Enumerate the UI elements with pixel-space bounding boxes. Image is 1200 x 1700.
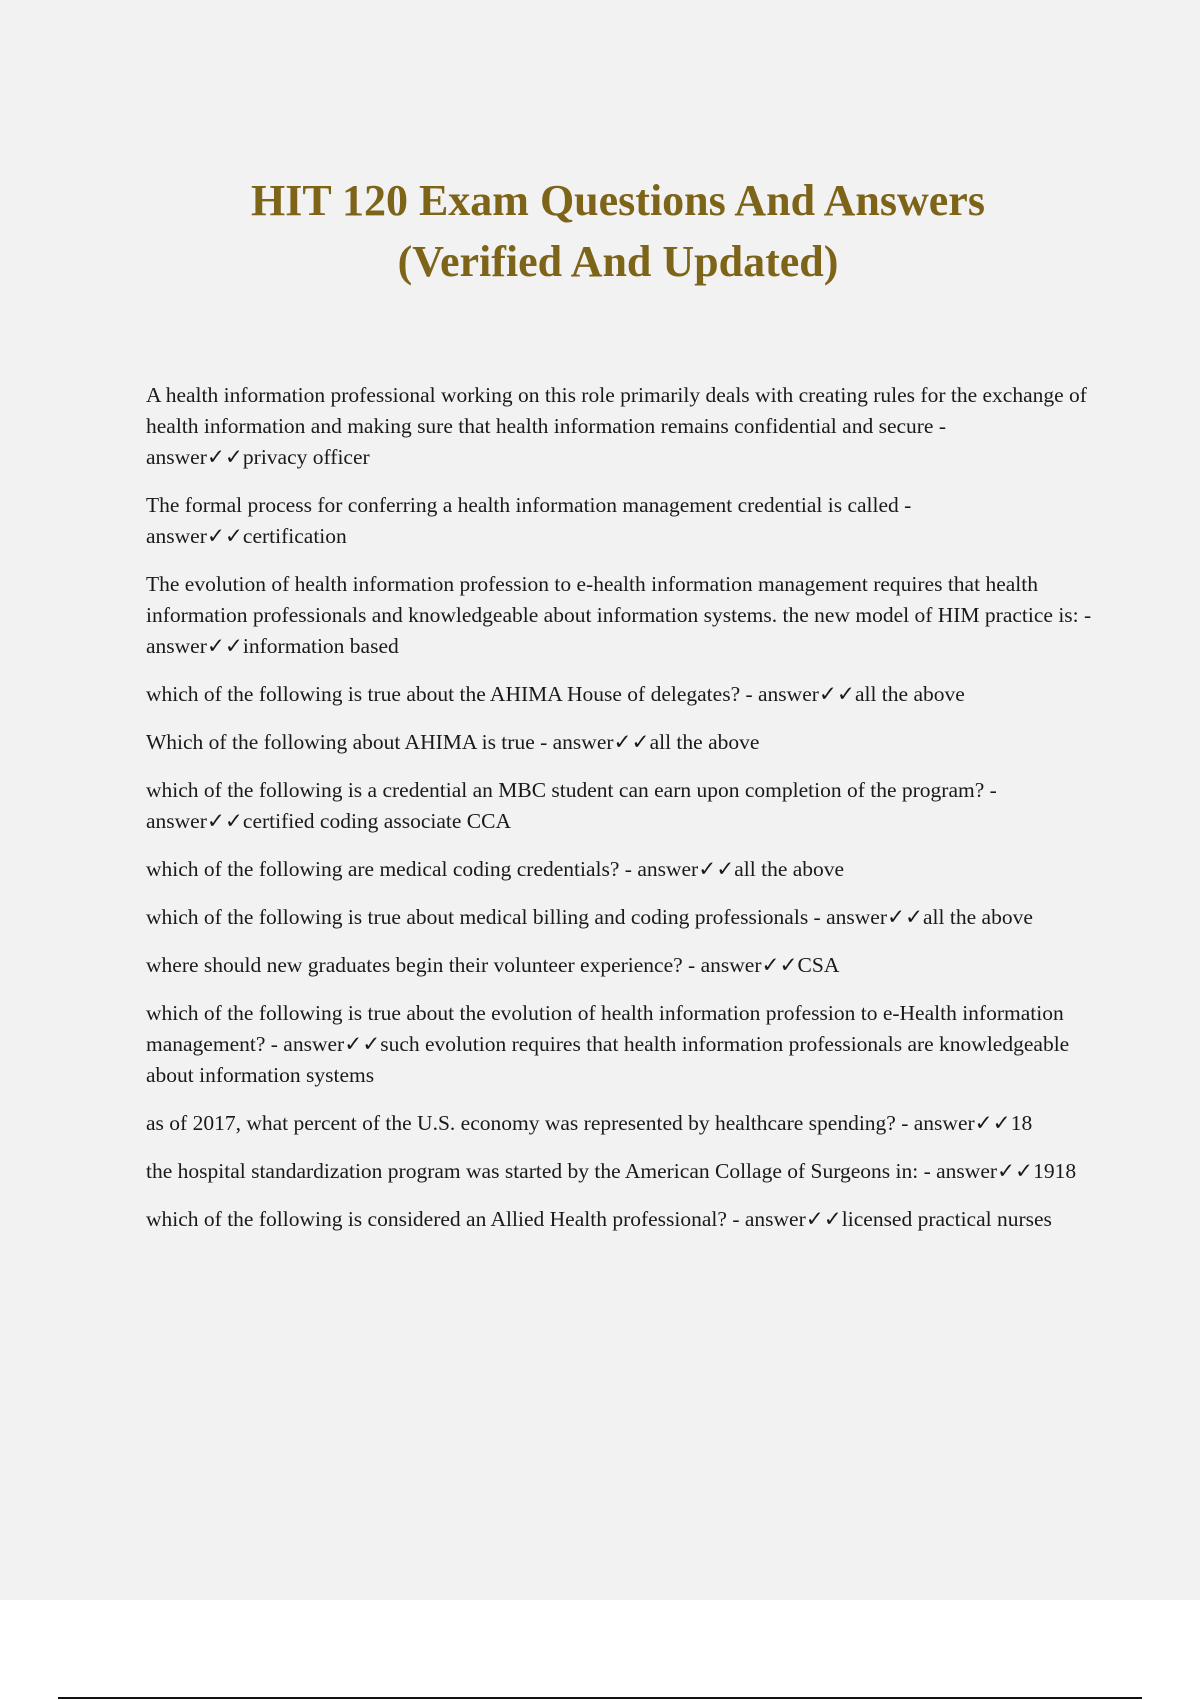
question-text: which of the following is true about the AHIMA House of delegates? - answer [146, 682, 819, 706]
answer-text: all the above [734, 857, 845, 881]
answer-text: certified coding associate CCA [242, 809, 511, 833]
question-text: The evolution of health information profession to e-health information management requires that health information professionals and knowledgeable about information systems. the new model of HIM practice is: - answer [146, 572, 1092, 658]
answer-text: CSA [797, 953, 840, 977]
footer-rule [58, 1697, 1142, 1699]
qa-item [146, 380, 1096, 473]
qa-item [146, 950, 1096, 981]
qa-item [146, 775, 1096, 837]
question-text: Which of the following about AHIMA is true - answer [146, 730, 614, 754]
qa-item [146, 1204, 1096, 1235]
question-text: which of the following are medical coding credentials? - answer [146, 857, 699, 881]
answer-text: licensed practical nurses [841, 1207, 1052, 1231]
answer-text: 18 [1010, 1111, 1033, 1135]
qa-item [146, 679, 1096, 710]
answer-text: all the above [649, 730, 760, 754]
question-text: which of the following is considered an Allied Health professional? - answer [146, 1207, 806, 1231]
answer-text: information based [242, 634, 399, 658]
double-check-icon: ✓✓ [206, 809, 243, 833]
question-text: which of the following is true about the evolution of health information profession to e-Health information management? - answer [146, 1001, 1064, 1056]
question-text: A health information professional working on this role primarily deals with creating rules for the exchange of health information and making sure that health information remains confidential and secure - answer [146, 383, 1087, 469]
qa-item [146, 490, 1096, 552]
title-line-1: HIT 120 Exam Questions And Answers [251, 176, 985, 225]
answer-text: all the above [923, 905, 1033, 929]
qa-item [146, 998, 1096, 1091]
question-text: the hospital standardization program was started by the American Collage of Surgeons in: - answer [146, 1159, 998, 1183]
qa-item [146, 902, 1096, 933]
qa-item [146, 1156, 1096, 1187]
question-text: as of 2017, what percent of the U.S. economy was represented by healthcare spending? - answer [146, 1111, 975, 1135]
qa-item [146, 727, 1096, 758]
answer-text: such evolution requires that health information professionals are knowledgeable about information systems [146, 1032, 1070, 1087]
answer-text: privacy officer [242, 445, 370, 469]
double-check-icon: ✓✓ [206, 445, 243, 469]
qa-item [146, 569, 1096, 662]
double-check-icon: ✓✓ [974, 1111, 1011, 1135]
double-check-icon: ✓✓ [344, 1032, 381, 1056]
double-check-icon: ✓✓ [805, 1207, 842, 1231]
double-check-icon: ✓✓ [997, 1159, 1034, 1183]
qa-item [146, 854, 1096, 885]
double-check-icon: ✓✓ [698, 857, 735, 881]
double-check-icon: ✓✓ [761, 953, 798, 977]
question-text: which of the following is true about medical billing and coding professionals - answer [146, 905, 887, 929]
document-title [0, 170, 1200, 292]
double-check-icon: ✓✓ [206, 634, 243, 658]
qa-list [146, 380, 1096, 1252]
answer-text: all the above [854, 682, 965, 706]
double-check-icon: ✓✓ [206, 524, 243, 548]
question-text: which of the following is a credential an MBC student can earn upon completion of the program? - answer [146, 778, 997, 833]
question-text: The formal process for conferring a health information management credential is called - answer [146, 493, 912, 548]
double-check-icon: ✓✓ [613, 730, 650, 754]
question-text: where should new graduates begin their volunteer experience? - answer [146, 953, 762, 977]
answer-text: certification [242, 524, 347, 548]
double-check-icon: ✓✓ [886, 905, 924, 929]
title-line-2: (Verified And Updated) [397, 237, 839, 286]
qa-item [146, 1108, 1096, 1139]
answer-text: 1918 [1033, 1159, 1077, 1183]
double-check-icon: ✓✓ [818, 682, 855, 706]
